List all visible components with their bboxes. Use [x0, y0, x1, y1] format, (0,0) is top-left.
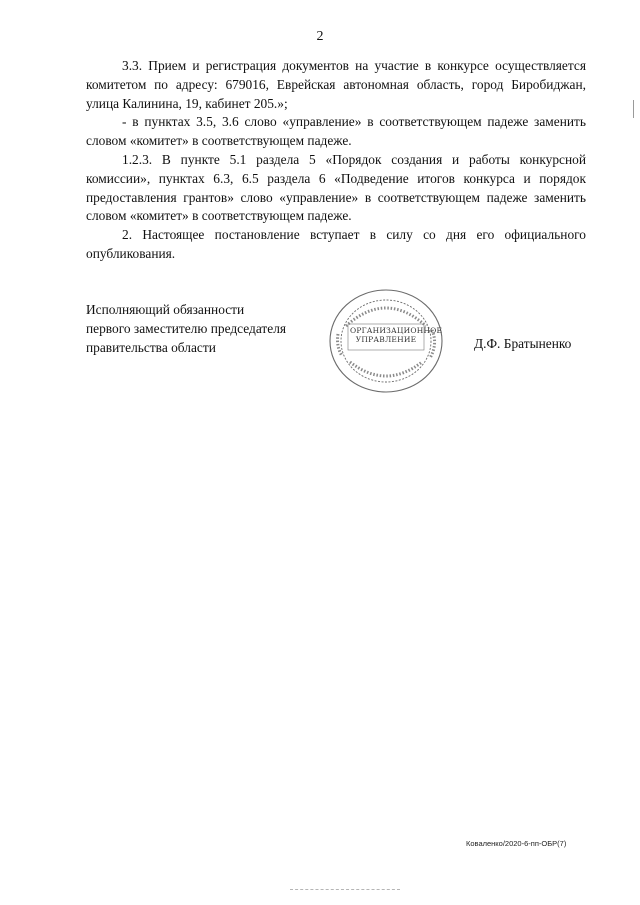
stamp-center-line-1: ОРГАНИЗАЦИОННОЕ	[350, 326, 443, 335]
position-line-1: Исполняющий обязанности	[86, 302, 245, 317]
paragraph-points-3-5-3-6: - в пунктах 3.5, 3.6 слово «управление» в соответствующем падеже заменить словом «комитет» в соответствующем падеже.	[86, 114, 586, 149]
document-body	[86, 57, 586, 264]
stamp-ring-lettering-bottom	[350, 362, 422, 376]
document-footer-code: Коваленко/2020-6-пп-ОБР(7)	[466, 839, 567, 848]
paragraph-1-2-3: 1.2.3. В пункте 5.1 раздела 5 «Порядок создания и работы конкурсной комиссии», пунктах 6.3, 6.5 раздела 6 «Подведение итогов конкурса и порядок предоставления грантов» слово «управление» в соответствующем падеже заменить словом «комитет» в соответствующем падеже.	[86, 151, 586, 224]
scan-bottom-mark	[290, 889, 400, 892]
position-line-2: первого заместителю председателя	[86, 321, 287, 336]
scan-edge-mark	[633, 100, 634, 118]
signatory-name: Д.Ф. Братыненко	[474, 336, 572, 351]
stamp-ring-lettering	[346, 308, 426, 326]
paragraph-3-3: 3.3. Прием и регистрация документов на участие в конкурсе осуществляется комитетом по адресу: 679016, Еврейская автономная область, город Биробиджан, улица Калинина, 19, кабинет 205.»;	[86, 58, 586, 111]
position-line-3: правительства области	[86, 340, 216, 355]
stamp-center-line-2: УПРАВЛЕНИЕ	[355, 335, 417, 344]
signatory-position	[86, 300, 286, 357]
page-number: 2	[316, 29, 324, 44]
paragraph-2-effective-date: 2. Настоящее постановление вступает в силу со дня его официального опубликования.	[86, 227, 586, 261]
stamp-center-label	[350, 326, 443, 344]
